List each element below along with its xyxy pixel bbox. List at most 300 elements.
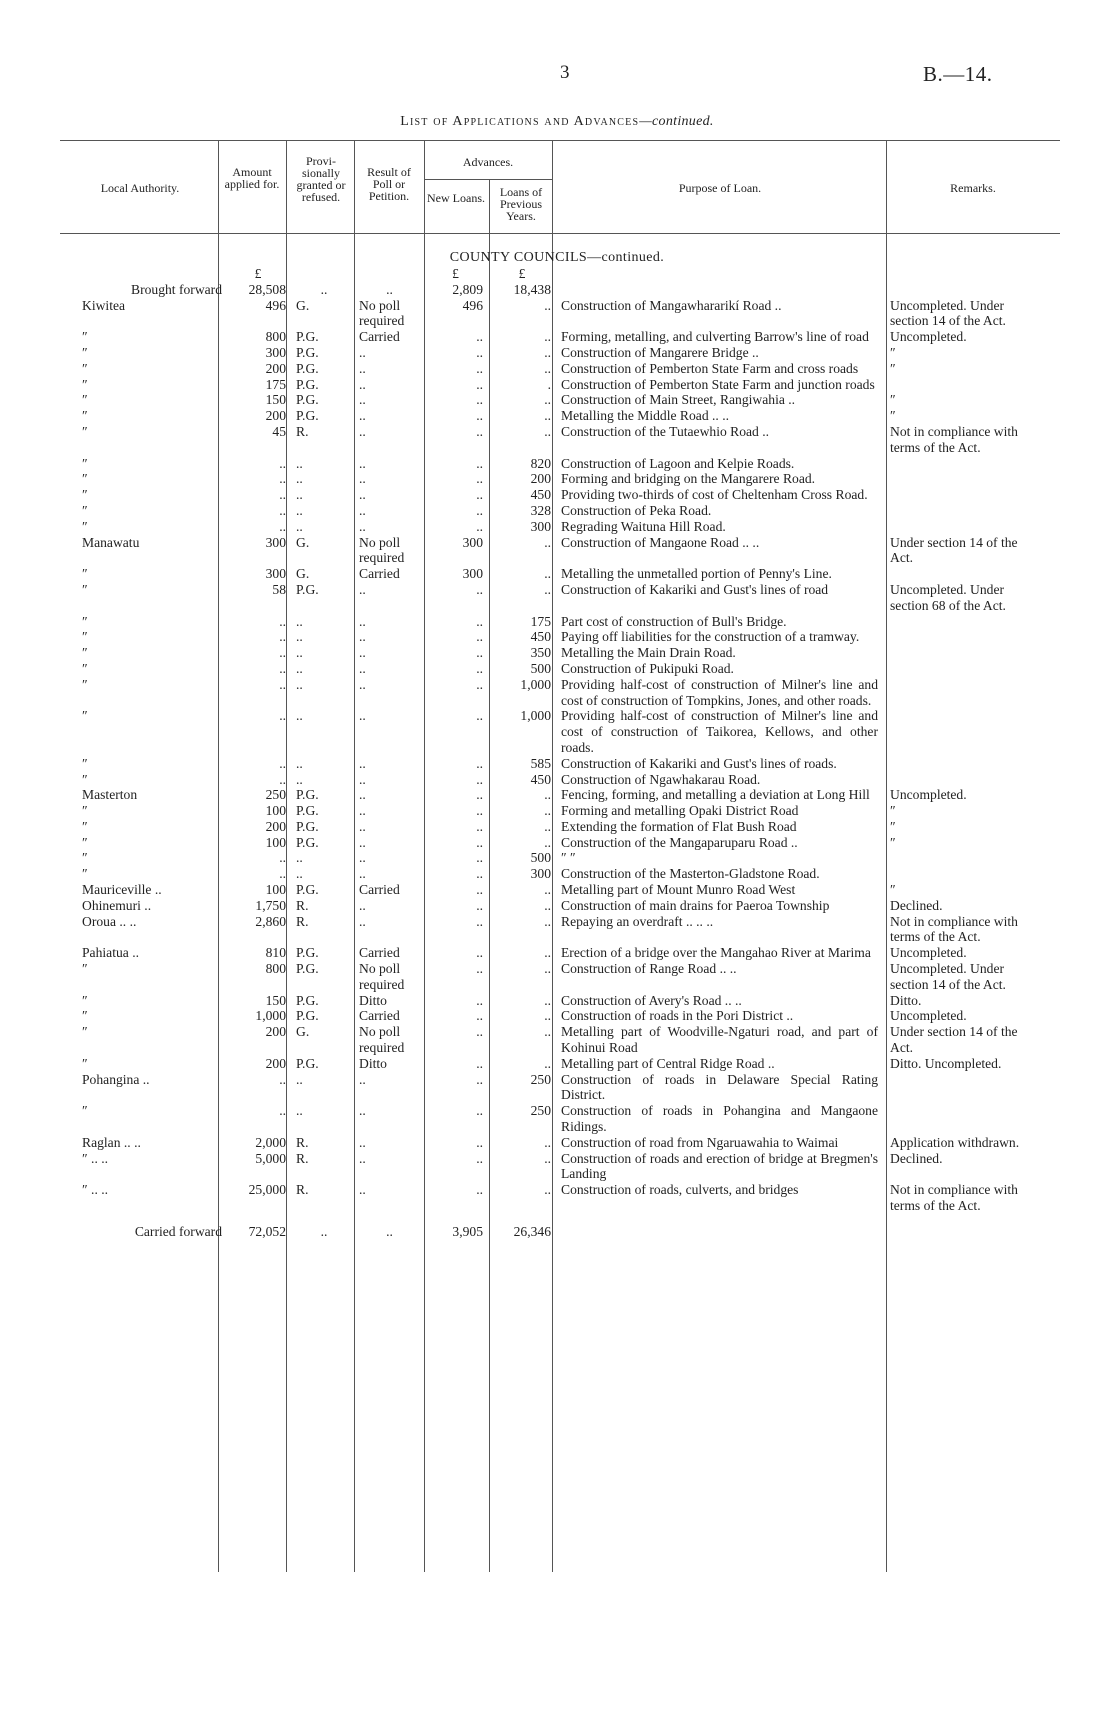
row-purpose: Construction of Pemberton State Farm and junction roads [561, 376, 875, 392]
row-remarks: Not in compliance with terms of the Act. [890, 423, 1018, 455]
row-new-loans: 496 [462, 297, 483, 313]
row-purpose: Construction of the Mangaparuparu Road .. [561, 834, 798, 850]
row-authority: ″ [82, 803, 88, 819]
section-heading: COUNTY COUNCILS—continued. [449, 250, 665, 265]
row-previous-loans: 1,000 [520, 708, 551, 724]
row-result: .. [359, 850, 366, 866]
row-authority: ″ [82, 850, 88, 866]
row-purpose: Providing half-cost of construction of Milner's line and cost of construction of Taikorea, Kellows, and other roads. [561, 708, 878, 755]
table-row [78, 661, 1044, 677]
row-provisional: .. [296, 471, 303, 487]
row-new-loans: .. [476, 1150, 483, 1166]
row-previous-loans: 450 [530, 629, 551, 645]
table-row [78, 408, 1044, 424]
brought-forward-row [78, 282, 1044, 298]
row-previous-loans: .. [544, 834, 551, 850]
row-provisional: P.G. [296, 787, 319, 803]
row-amount: 150 [265, 392, 286, 408]
row-remarks: ″ [890, 834, 896, 850]
row-previous-loans: 200 [530, 471, 551, 487]
row-authority: ″ [82, 408, 88, 424]
table-row [78, 298, 1044, 330]
row-provisional: .. [296, 1103, 303, 1119]
carried-forward-label: Carried forward [134, 1223, 222, 1239]
row-new-loans: .. [476, 1055, 483, 1071]
row-purpose: Construction of Kakariki and Gust's lines of road [561, 581, 829, 597]
row-purpose: Construction of roads in the Pori District .. [561, 1008, 794, 1024]
row-result: .. [359, 771, 366, 787]
units-row [78, 266, 1044, 282]
row-previous-loans: . [547, 376, 551, 392]
row-remarks: Not in compliance with terms of the Act. [890, 913, 1018, 945]
row-provisional: G. [296, 297, 310, 313]
row-amount: .. [279, 471, 286, 487]
table-row [78, 361, 1044, 377]
row-remarks: ″ [890, 408, 896, 424]
row-remarks: Uncompleted. [890, 787, 967, 803]
row-purpose: Regrading Waituna Hill Road. [561, 518, 726, 534]
row-new-loans: .. [476, 803, 483, 819]
row-purpose: Construction of Peka Road. [561, 502, 712, 518]
row-provisional: .. [296, 850, 303, 866]
row-remarks: Not in compliance with terms of the Act. [890, 1182, 1018, 1214]
row-result: Ditto [359, 1055, 387, 1071]
row-new-loans: .. [476, 376, 483, 392]
row-provisional: G. [296, 566, 310, 582]
table-row [78, 819, 1044, 835]
row-result: .. [359, 1071, 366, 1087]
row-previous-loans: 250 [530, 1071, 551, 1087]
row-authority: Ohinemuri .. [82, 897, 152, 913]
row-result: .. [359, 818, 366, 834]
row-authority: ″ [82, 566, 88, 582]
col-header-remarks: Remarks. [950, 181, 996, 195]
row-result: Carried [359, 329, 400, 345]
row-authority: ″ [82, 660, 88, 676]
row-remarks: Uncompleted. Under section 68 of the Act. [890, 581, 1006, 613]
table-row [78, 803, 1044, 819]
row-provisional: .. [296, 502, 303, 518]
row-new-loans: .. [476, 708, 483, 724]
row-previous-loans: 175 [530, 613, 551, 629]
row-previous-loans: .. [544, 1134, 551, 1150]
row-previous-loans: 820 [530, 455, 551, 471]
table-row [78, 1056, 1044, 1072]
row-remarks: Uncompleted. [890, 329, 967, 345]
row-new-loans: .. [476, 882, 483, 898]
row-amount: .. [279, 502, 286, 518]
table-row [78, 1008, 1044, 1024]
row-authority: ″ [82, 1055, 88, 1071]
row-new-loans: .. [476, 455, 483, 471]
carried-forward-previous: 26,346 [513, 1223, 551, 1239]
row-result: .. [359, 518, 366, 534]
row-remarks: ″ [890, 882, 896, 898]
row-remarks [884, 866, 1044, 882]
row-remarks [884, 677, 1044, 709]
row-previous-loans: .. [544, 992, 551, 1008]
row-authority: ″ [82, 471, 88, 487]
table-row [78, 377, 1044, 393]
row-result: .. [359, 755, 366, 771]
row-remarks [884, 708, 1044, 755]
row-purpose: Construction of Pukipuki Road. [561, 660, 734, 676]
table-row [78, 1151, 1044, 1183]
col-header-purpose: Purpose of Loan. [678, 181, 762, 195]
row-remarks: Under section 14 of the Act. [890, 534, 1018, 566]
row-authority: Mauriceville .. [82, 882, 162, 898]
col-header-result: Result of Poll or Petition. [367, 165, 411, 203]
table-row [78, 645, 1044, 661]
row-amount: .. [279, 613, 286, 629]
row-remarks: Ditto. [890, 992, 922, 1008]
table-row [78, 945, 1044, 961]
table-row [78, 1072, 1044, 1104]
row-authority: ″ [82, 423, 88, 439]
row-amount: .. [279, 660, 286, 676]
row-new-loans: .. [476, 787, 483, 803]
row-provisional: .. [296, 708, 303, 724]
row-authority: Masterton [82, 787, 138, 803]
brought-forward-result: .. [386, 281, 393, 297]
row-authority: ″ [82, 613, 88, 629]
row-provisional: .. [296, 518, 303, 534]
row-purpose: Construction of Lagoon and Kelpie Roads. [561, 455, 795, 471]
row-previous-loans: .. [544, 1055, 551, 1071]
row-previous-loans: .. [544, 581, 551, 597]
row-amount: .. [279, 708, 286, 724]
row-purpose: Part cost of construction of Bull's Bridge. [561, 613, 787, 629]
row-authority: Pahiatua .. [82, 945, 140, 961]
row-provisional: .. [296, 866, 303, 882]
row-result: .. [359, 897, 366, 913]
applications-table [78, 266, 1044, 1240]
row-previous-loans: .. [544, 945, 551, 961]
row-result: Carried [359, 945, 400, 961]
row-new-loans: .. [476, 834, 483, 850]
row-provisional: P.G. [296, 961, 319, 977]
row-amount: .. [279, 755, 286, 771]
row-provisional: .. [296, 645, 303, 661]
row-previous-loans: 328 [530, 502, 551, 518]
row-result: .. [359, 392, 366, 408]
row-remarks [884, 456, 1044, 472]
row-result: .. [359, 581, 366, 597]
row-previous-loans: .. [544, 344, 551, 360]
row-purpose: Construction of Range Road .. .. [561, 961, 737, 977]
row-authority: ″ [82, 818, 88, 834]
table-row [78, 503, 1044, 519]
carried-forward-result: .. [386, 1223, 393, 1239]
row-authority: ″ .. .. [82, 1182, 109, 1198]
row-new-loans: .. [476, 1103, 483, 1119]
row-new-loans: .. [476, 1071, 483, 1087]
row-result: .. [359, 645, 366, 661]
row-purpose: Construction of Ngawhakarau Road. [561, 771, 761, 787]
row-remarks [884, 377, 1044, 393]
row-authority: ″ [82, 329, 88, 345]
table-row [78, 614, 1044, 630]
row-provisional: .. [296, 755, 303, 771]
row-result: .. [359, 376, 366, 392]
row-previous-loans: 1,000 [520, 676, 551, 692]
row-remarks [884, 503, 1044, 519]
table-row [78, 787, 1044, 803]
row-result: .. [359, 408, 366, 424]
row-result: No poll required [359, 1024, 405, 1056]
row-purpose: Construction of Mangawhararikí Road .. [561, 297, 782, 313]
row-amount: .. [279, 1103, 286, 1119]
row-previous-loans: 300 [530, 866, 551, 882]
row-authority: ″ [82, 376, 88, 392]
row-provisional: R. [296, 1182, 309, 1198]
table-row [78, 487, 1044, 503]
row-remarks [884, 487, 1044, 503]
row-previous-loans: .. [544, 1024, 551, 1040]
row-provisional: P.G. [296, 1008, 319, 1024]
row-remarks: Uncompleted. Under section 14 of the Act. [890, 961, 1006, 992]
row-remarks: ″ [890, 360, 896, 376]
row-amount: 200 [265, 408, 286, 424]
carried-forward-new: 3,905 [452, 1223, 483, 1239]
row-authority: ″ [82, 992, 88, 1008]
row-purpose: Construction of Pemberton State Farm and cross roads [561, 360, 859, 376]
row-result: .. [359, 1150, 366, 1166]
row-amount: 200 [265, 1055, 286, 1071]
units-new: £ [452, 266, 459, 281]
row-remarks: ″ [890, 803, 896, 819]
table-row [78, 898, 1044, 914]
row-amount: 200 [265, 360, 286, 376]
row-result: .. [359, 471, 366, 487]
row-amount: .. [279, 487, 286, 503]
row-authority: Kiwitea [82, 297, 126, 313]
row-result: Carried [359, 1008, 400, 1024]
header-top-rule [60, 140, 1060, 141]
row-remarks [884, 629, 1044, 645]
row-previous-loans: .. [544, 882, 551, 898]
row-amount: 5,000 [255, 1150, 286, 1166]
row-provisional: .. [296, 487, 303, 503]
row-purpose: Repaying an overdraft .. .. .. [561, 913, 714, 929]
row-new-loans: .. [476, 645, 483, 661]
row-authority: ″ [82, 708, 88, 724]
row-amount: 100 [265, 834, 286, 850]
row-previous-loans: .. [544, 329, 551, 345]
row-authority: ″ .. .. [82, 1150, 109, 1166]
row-previous-loans: .. [544, 787, 551, 803]
table-row [78, 772, 1044, 788]
table-row [78, 756, 1044, 772]
row-amount: 100 [265, 882, 286, 898]
row-provisional: P.G. [296, 392, 319, 408]
table-row [78, 961, 1044, 993]
row-purpose: Construction of Kakariki and Gust's lines of roads. [561, 755, 837, 771]
row-previous-loans: 500 [530, 850, 551, 866]
row-authority: Oroua .. .. [82, 913, 137, 929]
row-authority: ″ [82, 518, 88, 534]
row-provisional: .. [296, 455, 303, 471]
row-amount: 200 [265, 818, 286, 834]
row-provisional: P.G. [296, 834, 319, 850]
row-amount: 45 [272, 423, 286, 439]
row-provisional: P.G. [296, 376, 319, 392]
row-authority: ″ [82, 961, 88, 977]
document-reference: B.—14. [923, 62, 993, 86]
row-remarks: Declined. [890, 897, 943, 913]
row-authority: ″ [82, 455, 88, 471]
row-new-loans: .. [476, 866, 483, 882]
row-new-loans: .. [476, 676, 483, 692]
row-amount: .. [279, 676, 286, 692]
row-amount: 810 [265, 945, 286, 961]
row-new-loans: .. [476, 1134, 483, 1150]
row-previous-loans: .. [544, 360, 551, 376]
col-header-local-authority: Local Authority. [100, 181, 180, 195]
row-previous-loans: 250 [530, 1103, 551, 1119]
row-previous-loans: 500 [530, 660, 551, 676]
row-amount: .. [279, 518, 286, 534]
row-purpose: Providing two-thirds of cost of Cheltenham Cross Road. [561, 487, 868, 503]
row-result: .. [359, 834, 366, 850]
row-result: .. [359, 502, 366, 518]
row-purpose: Metalling part of Mount Munro Road West [561, 882, 796, 898]
table-row [78, 392, 1044, 408]
row-new-loans: .. [476, 408, 483, 424]
row-purpose: Metalling part of Woodville-Ngaturi road, and part of Kohinui Road [561, 1024, 878, 1056]
row-new-loans: .. [476, 771, 483, 787]
row-provisional: P.G. [296, 992, 319, 1008]
row-remarks [884, 614, 1044, 630]
row-authority: ″ [82, 676, 88, 692]
row-amount: .. [279, 771, 286, 787]
row-remarks [884, 661, 1044, 677]
row-result: .. [359, 1103, 366, 1119]
row-previous-loans: 450 [530, 771, 551, 787]
row-authority: ″ [82, 502, 88, 518]
row-remarks: Uncompleted. Under section 14 of the Act. [890, 297, 1006, 329]
row-authority: ″ [82, 866, 88, 882]
row-new-loans: .. [476, 613, 483, 629]
row-provisional: P.G. [296, 818, 319, 834]
table-row [78, 1103, 1044, 1135]
row-previous-loans: 585 [530, 755, 551, 771]
row-result: .. [359, 708, 366, 724]
page-title [0, 114, 1114, 130]
row-new-loans: .. [476, 1182, 483, 1198]
col-header-new-loans: New Loans. [427, 191, 485, 205]
row-result: No poll required [359, 961, 405, 992]
row-purpose: Construction of Mangaone Road .. .. [561, 534, 760, 550]
row-result: Carried [359, 882, 400, 898]
row-remarks [884, 471, 1044, 487]
row-amount: 300 [265, 534, 286, 550]
row-authority: Pohangina .. [82, 1071, 150, 1087]
col-header-provisionally: Provi- sionally granted or refused. [296, 154, 346, 204]
carried-forward-row [78, 1214, 1044, 1240]
row-remarks: Under section 14 of the Act. [890, 1024, 1018, 1056]
row-provisional: R. [296, 1134, 309, 1150]
row-result: .. [359, 455, 366, 471]
row-amount: 175 [265, 376, 286, 392]
row-authority: ″ [82, 581, 88, 597]
row-previous-loans: .. [544, 803, 551, 819]
row-authority: ″ [82, 392, 88, 408]
row-amount: 100 [265, 803, 286, 819]
row-purpose: Erection of a bridge over the Mangahao River at Marima [561, 945, 871, 961]
title-suffix: —continued. [639, 114, 714, 129]
row-authority: ″ [82, 755, 88, 771]
row-new-loans: .. [476, 487, 483, 503]
row-previous-loans: .. [544, 297, 551, 313]
row-remarks: ″ [890, 344, 896, 360]
row-provisional: P.G. [296, 945, 319, 961]
row-result: .. [359, 866, 366, 882]
row-new-loans: .. [476, 818, 483, 834]
row-authority: ″ [82, 629, 88, 645]
row-purpose: Construction of roads, culverts, and bridges [561, 1182, 799, 1198]
row-new-loans: .. [476, 992, 483, 1008]
row-amount: 58 [272, 581, 286, 597]
table-row [78, 329, 1044, 345]
row-new-loans: .. [476, 913, 483, 929]
row-remarks: ″ [890, 392, 896, 408]
table-row [78, 1024, 1044, 1056]
col-header-advances: Advances. [462, 155, 514, 169]
row-provisional: .. [296, 613, 303, 629]
row-new-loans: .. [476, 945, 483, 961]
row-provisional: P.G. [296, 581, 319, 597]
row-new-loans: .. [476, 360, 483, 376]
row-remarks [884, 850, 1044, 866]
row-new-loans: .. [476, 755, 483, 771]
row-purpose: Forming, metalling, and culverting Barrow's line of road [561, 329, 869, 345]
row-previous-loans: .. [544, 818, 551, 834]
row-new-loans: .. [476, 581, 483, 597]
table-row [78, 456, 1044, 472]
row-previous-loans: .. [544, 534, 551, 550]
row-remarks [884, 772, 1044, 788]
row-previous-loans: .. [544, 1008, 551, 1024]
row-result: .. [359, 613, 366, 629]
row-remarks [884, 756, 1044, 772]
row-new-loans: .. [476, 1008, 483, 1024]
row-purpose: Construction of main drains for Paeroa Township [561, 897, 830, 913]
row-new-loans: .. [476, 392, 483, 408]
row-previous-loans: .. [544, 1182, 551, 1198]
table-row [78, 519, 1044, 535]
row-previous-loans: .. [544, 392, 551, 408]
table-row [78, 850, 1044, 866]
row-provisional: P.G. [296, 882, 319, 898]
carried-forward-amount: 72,052 [248, 1223, 286, 1239]
row-provisional: R. [296, 897, 309, 913]
row-new-loans: .. [476, 502, 483, 518]
row-previous-loans: 450 [530, 487, 551, 503]
row-authority: ″ [82, 1024, 88, 1040]
table-row [78, 629, 1044, 645]
table-row [78, 535, 1044, 567]
row-purpose: Metalling the Main Drain Road. [561, 645, 736, 661]
row-result: .. [359, 913, 366, 929]
row-result: Carried [359, 566, 400, 582]
row-amount: 800 [265, 329, 286, 345]
header-bottom-rule [60, 233, 1060, 234]
row-provisional: P.G. [296, 408, 319, 424]
row-remarks [884, 645, 1044, 661]
row-remarks [884, 1103, 1044, 1135]
table-row [78, 471, 1044, 487]
